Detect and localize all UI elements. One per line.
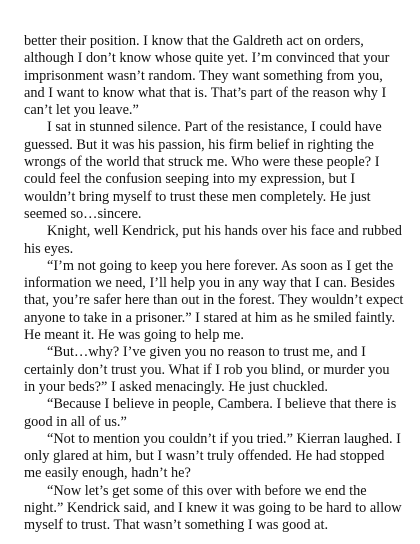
paragraph-kierran-laughed: “Not to mention you couldn’t if you tried.” Kierran laughed. I only glared at him, but I wasn’t truly offended. He had stopped me easily enough, hadn’t he? [24,430,401,482]
paragraph-not-keep-forever: “I’m not going to keep you here forever. As soon as I get the information we need, I’ll help you in any way that I can. Besides that, you’re safer here than out in the forest. They wouldn’t expect anyone to take in a prisoner.” I stared at him as he smiled faintly. He meant it. He was going to help me. [24,257,404,344]
paragraph-believe-in-people: “Because I believe in people, Cambera. I believe that there is good in all of us.” [24,396,397,430]
paragraph-continued: better their position. I know that the Galdreth act on orders, although I don’t know whose quite yet. I’m convinced that your imprisonment wasn’t random. They want something from you, and I want to know what that is. That’s part of the reason why I can’t let you leave.” [24,33,390,119]
book-page-text [24,33,404,535]
paragraph-but-why: “But…why? I’ve given you no reason to trust me, and I certainly don’t trust you. What if I rob you blind, or murder you in your beds?” I asked menacingly. He just chuckled. [24,344,390,395]
paragraph-kendrick-rubs-eyes: Knight, well Kendrick, put his hands over his face and rubbed his eyes. [24,223,402,257]
paragraph-stunned-silence: I sat in stunned silence. Part of the resistance, I could have guessed. But it was his passion, his firm belief in righting the wrongs of the world that struck me. Who were these people? I could feel the confusion seeping into my expression, but I wouldn’t bring myself to trust these men completely. He just seemed so…sincere. [24,119,382,222]
paragraph-end-the-night: “Now let’s get some of this over with before we end the night.” Kendrick said, and I knew it was going to be hard to allow myself to trust. That wasn’t something I was good at. [24,482,402,534]
